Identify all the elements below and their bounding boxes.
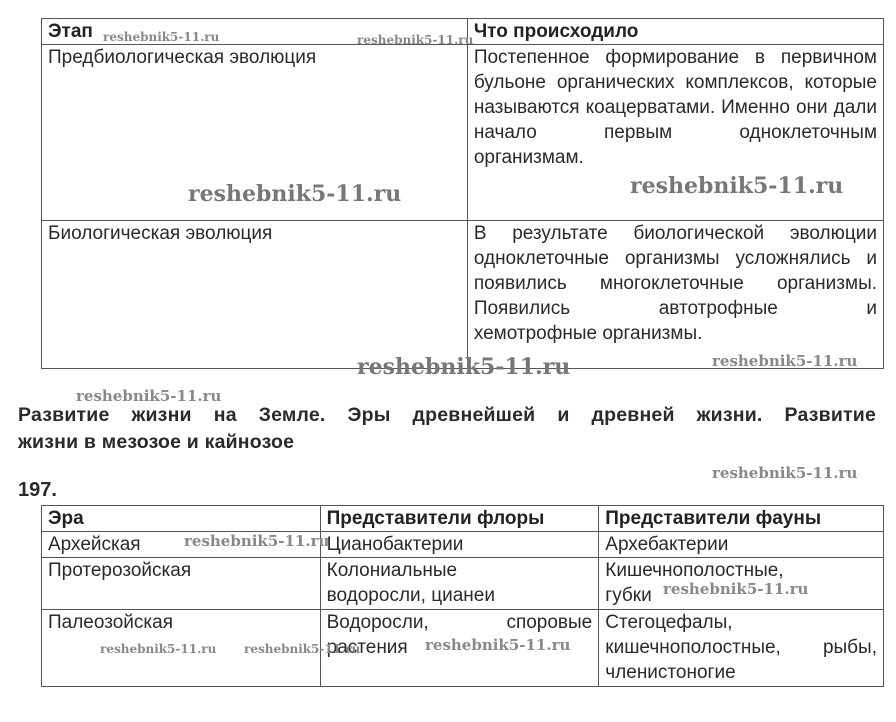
- table-row: [42, 221, 884, 369]
- watermark: reshebnik5-11.ru: [357, 354, 571, 380]
- header-fauna: Представители фауны: [599, 506, 884, 532]
- header-era: Эра: [42, 506, 321, 532]
- description-cell: [467, 221, 883, 369]
- watermark: reshebnik5-11.ru: [76, 387, 222, 405]
- line: водоросли, цианеи: [326, 585, 495, 606]
- watermark: reshebnik5-11.ru: [188, 181, 402, 207]
- line: Колониальные: [326, 560, 458, 581]
- line: Постепенное формирование в: [473, 47, 766, 68]
- watermark: reshebnik5-11.ru: [103, 30, 220, 44]
- header-what-happened: Что происходило: [467, 19, 883, 45]
- watermark: reshebnik5-11.ru: [184, 532, 330, 550]
- table-row: [42, 532, 884, 558]
- era-cell: Протерозойская: [42, 558, 321, 610]
- heading-line: Развитие жизни на Земле. Эры древнейшей и древней жизни. Развитие: [18, 404, 876, 426]
- era-cell: Палеозойская: [42, 610, 321, 687]
- header-flora: Представители флоры: [320, 506, 599, 532]
- line: организмам.: [473, 147, 584, 168]
- flora-cell: [320, 558, 599, 610]
- section-heading: [18, 402, 876, 456]
- table-header-row: [42, 506, 884, 532]
- line: кишечнополостные, рыбы,: [605, 637, 877, 658]
- watermark: reshebnik5-11.ru: [357, 33, 474, 47]
- watermark: reshebnik5-11.ru: [425, 636, 571, 654]
- line: начало первым одноклеточным: [473, 122, 877, 143]
- watermark: reshebnik5-11.ru: [663, 580, 809, 598]
- watermark: reshebnik5-11.ru: [630, 173, 844, 199]
- line: одноклеточные организмы: [473, 248, 720, 269]
- line: усложнялись и появились: [473, 248, 878, 294]
- line: коацерватами. Именно они дали: [585, 97, 878, 118]
- line: первичном бульоне органических: [473, 47, 877, 93]
- line: В результате биологической эволюции: [473, 223, 877, 244]
- watermark: reshebnik5-11.ru: [244, 642, 361, 656]
- line: растения: [326, 637, 408, 658]
- line: Появились автотрофные и: [473, 298, 877, 319]
- line: Кишечнополостные,: [605, 560, 784, 581]
- flora-cell: Цианобактерии: [320, 532, 599, 558]
- line: Стегоцефалы,: [605, 612, 733, 633]
- line: членистоногие: [605, 662, 736, 683]
- heading-line: жизни в мезозое и кайнозое: [18, 431, 295, 453]
- task-number: 197.: [18, 479, 57, 501]
- line: губки: [605, 585, 652, 606]
- era-cell: Архейская: [42, 532, 321, 558]
- line: комплексов, которые называются: [473, 72, 878, 118]
- watermark: reshebnik5-11.ru: [712, 464, 858, 482]
- stage-cell: Биологическая эволюция: [42, 221, 468, 369]
- line: многоклеточные организмы.: [599, 273, 877, 294]
- watermark: reshebnik5-11.ru: [712, 352, 858, 370]
- fauna-cell: [599, 610, 884, 687]
- line: Водоросли, споровые: [326, 612, 593, 633]
- header-stage: Этап: [42, 19, 468, 45]
- stage-cell: Предбиологическая эволюция: [42, 45, 468, 221]
- line: хемотрофные организмы.: [473, 323, 703, 344]
- watermark: reshebnik5-11.ru: [100, 642, 217, 656]
- fauna-cell: Архебактерии: [599, 532, 884, 558]
